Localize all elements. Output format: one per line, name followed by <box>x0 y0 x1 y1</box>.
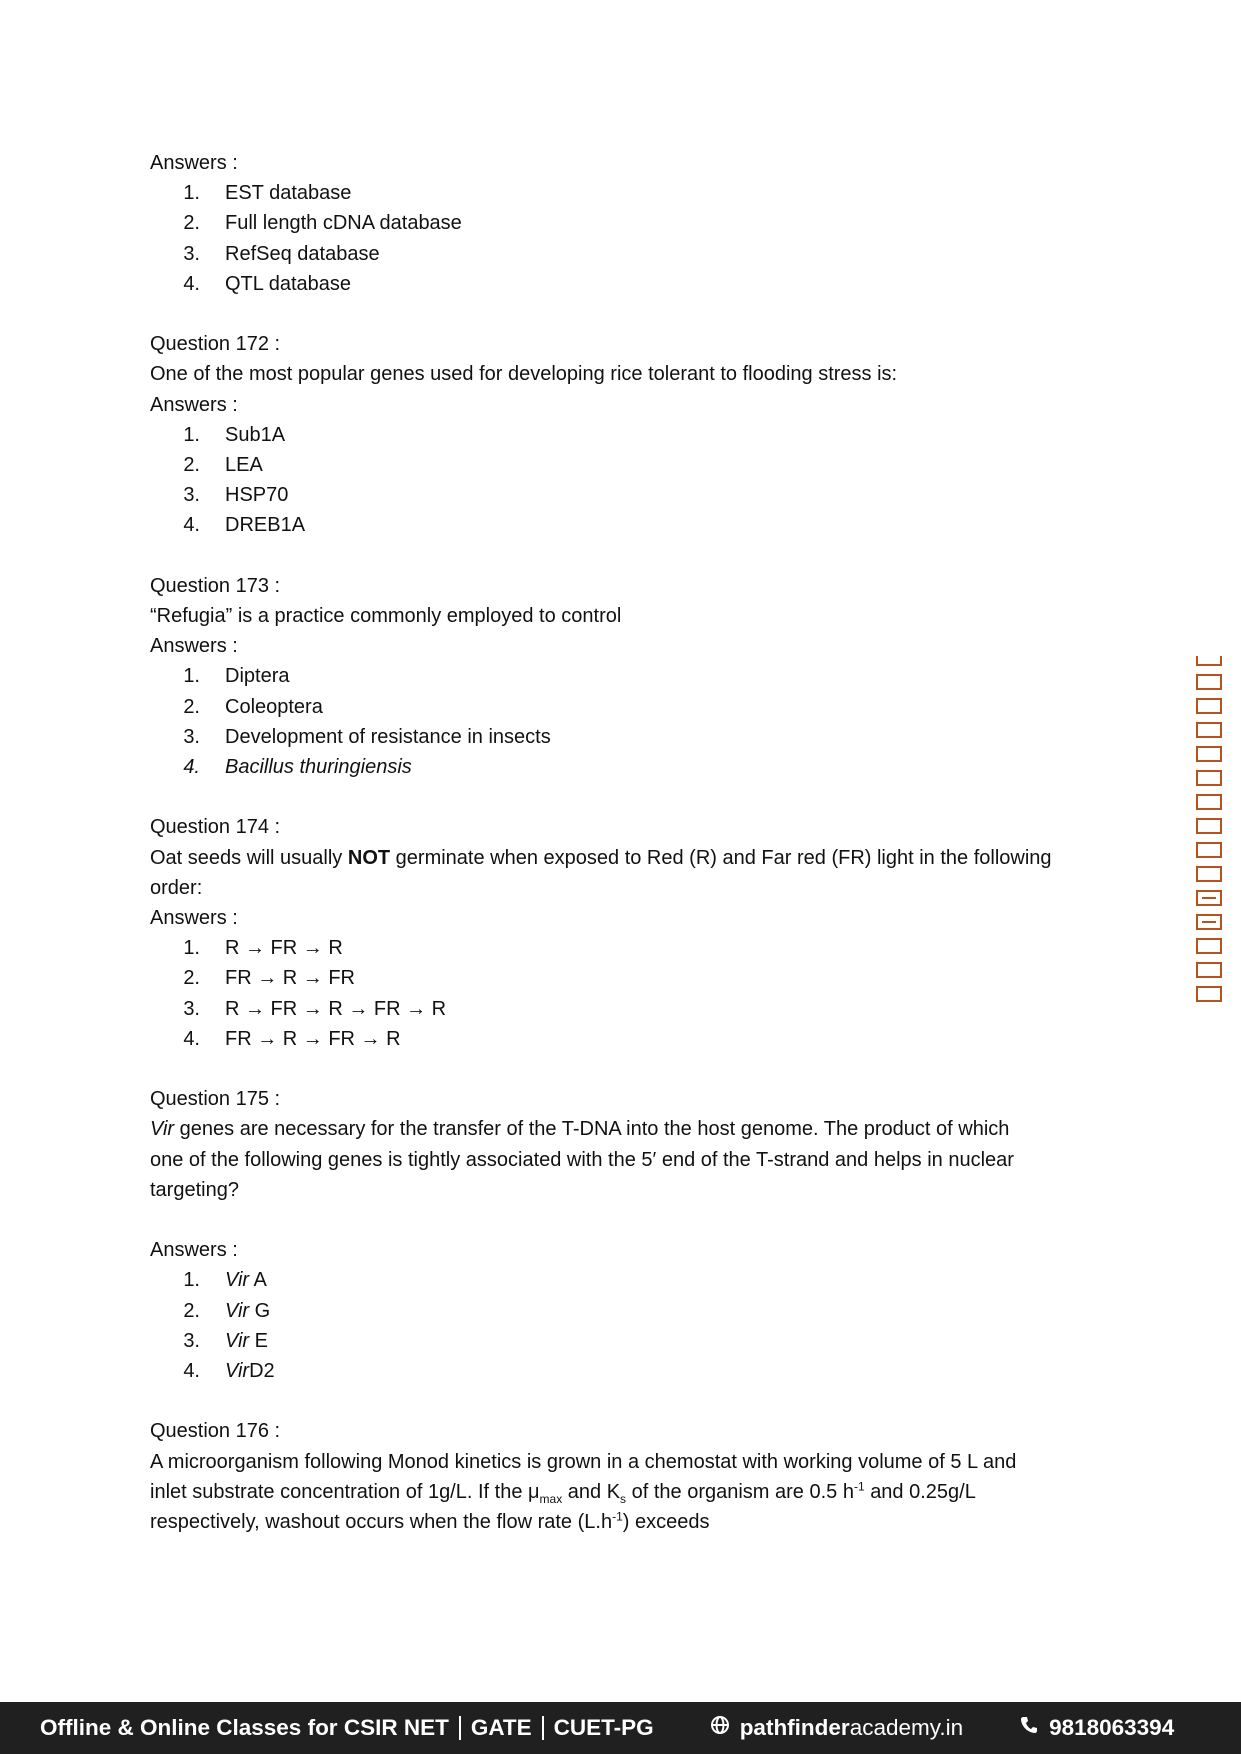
question-label: Question 172 : <box>150 333 281 356</box>
glyph-box <box>1196 890 1222 906</box>
question-label: Question 176 : <box>150 1420 281 1443</box>
glyph-box <box>1196 986 1222 1002</box>
phone-icon <box>1019 1715 1039 1741</box>
option: 3. Development of resistance in insects <box>183 725 551 748</box>
option: 4. QTL database <box>183 272 352 295</box>
option: 2. Vir G <box>183 1299 271 1322</box>
footer-banner <box>0 1702 1241 1754</box>
question-label: Question 173 : <box>150 574 281 597</box>
q175-options <box>150 1265 1095 1386</box>
question-text: One of the most popular genes used for developing rice tolerant to flooding stress is: <box>150 363 898 386</box>
glyph-box <box>1196 698 1222 714</box>
question-label: Question 175 : <box>150 1088 281 1111</box>
option: 2. Full length cDNA database <box>183 212 462 235</box>
option: 1. EST database <box>183 182 352 205</box>
answers-label: Answers : <box>150 907 238 930</box>
option: 4. Bacillus thuringiensis <box>183 756 412 779</box>
question-text-cont: respectively, washout occurs when the flow rate $(L.h^{-1})$ exceeds <box>150 1509 710 1534</box>
glyph-box <box>1196 656 1222 666</box>
question-text: A microorganism following Monod kinetics is grown in a chemostat with working volume of 5 L and <box>150 1450 1017 1473</box>
question-text-cont: targeting? <box>150 1178 239 1201</box>
q172-options <box>150 420 1095 541</box>
question-text-cont: order: <box>150 876 203 899</box>
q171-options <box>150 178 1095 299</box>
page-content <box>150 148 1095 1537</box>
option: 1. Diptera <box>183 665 290 688</box>
glyph-box <box>1196 794 1222 810</box>
footer-phone[interactable]: 9818063394 <box>1019 1715 1174 1741</box>
option: 3. R → FR → R → FR → R <box>183 997 447 1020</box>
footer-divider <box>542 1716 544 1740</box>
option: 4. DREB1A <box>183 514 306 537</box>
globe-icon <box>710 1715 730 1741</box>
option: 4. FR → R → FR → R <box>183 1027 401 1050</box>
glyph-box <box>1196 962 1222 978</box>
answers-label: Answers : <box>150 1239 238 1262</box>
question-text-cont: inlet substrate concentration of 1g/L. If the $\mu_{max}$ and $K_s$ of the organism are 0.5 $h^{-1}$ and 0.25g/L <box>150 1479 976 1506</box>
option: 3. HSP70 <box>183 484 289 507</box>
option: 2. LEA <box>183 454 263 477</box>
side-margin-glyphs <box>1196 656 1226 1010</box>
question-label: Question 174 : <box>150 816 281 839</box>
glyph-box <box>1196 938 1222 954</box>
glyph-box <box>1196 914 1222 930</box>
option: 2. Coleoptera <box>183 695 323 718</box>
option: 1. Sub1A <box>183 423 286 446</box>
question-text: Oat seeds will usually NOT germinate when exposed to Red (R) and Far red (FR) light in the following <box>150 846 1052 869</box>
option: 2. FR → R → FR <box>183 967 355 990</box>
answers-label: Answers : <box>150 393 238 416</box>
glyph-box <box>1196 722 1222 738</box>
question-text-cont: one of the following genes is tightly associated with the 5′ end of the T-strand and helps in nuclear <box>150 1148 1014 1171</box>
glyph-box <box>1196 818 1222 834</box>
footer-website[interactable]: pathfinder academy.in <box>710 1715 963 1741</box>
question-text: Vir genes are necessary for the transfer of the T-DNA into the host genome. The product of which <box>150 1118 1010 1141</box>
answers-label: Answers : <box>150 152 238 174</box>
q174-options <box>150 933 1095 1054</box>
option: 3. Vir E <box>183 1329 268 1352</box>
answers-label: Answers : <box>150 635 238 658</box>
option: 4. VirD2 <box>183 1360 275 1383</box>
question-text: “Refugia” is a practice commonly employed to control <box>150 605 622 628</box>
q173-options <box>150 661 1095 782</box>
option: 1. R → FR → R <box>183 937 343 960</box>
footer-divider <box>459 1716 461 1740</box>
glyph-box <box>1196 674 1222 690</box>
option: 1. Vir A <box>183 1269 267 1292</box>
glyph-box <box>1196 746 1222 762</box>
glyph-box <box>1196 866 1222 882</box>
footer-classes: Offline & Online Classes for CSIR NET GATE CUET-PG <box>40 1715 654 1740</box>
glyph-box <box>1196 842 1222 858</box>
glyph-box <box>1196 770 1222 786</box>
option: 3. RefSeq database <box>183 242 380 265</box>
